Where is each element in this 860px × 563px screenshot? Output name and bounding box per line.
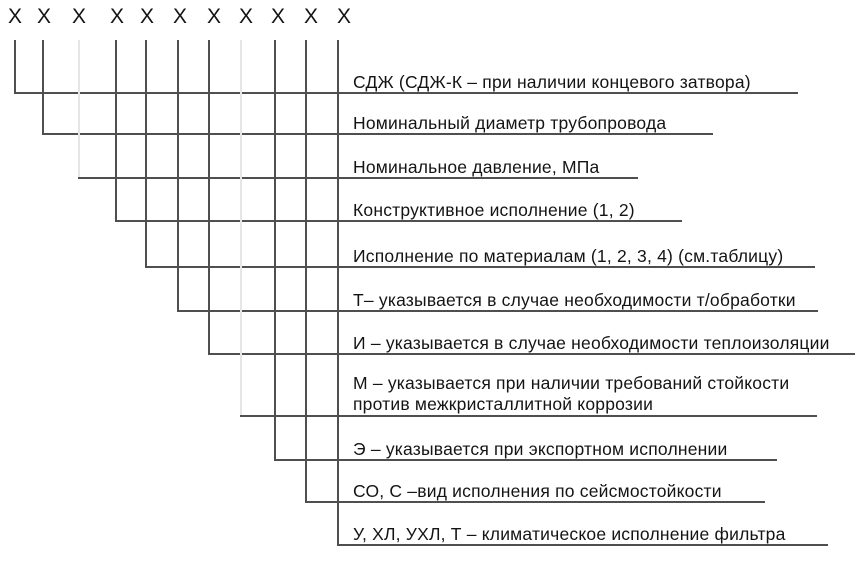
designation-marker: Х (109, 5, 125, 28)
designation-label: СДЖ (СДЖ-К – при наличии концевого затвора) (353, 72, 751, 92)
marker-column-line (337, 40, 339, 544)
marker-column-line (177, 40, 179, 310)
designation-label: Номинальное давление, МПа (353, 157, 600, 177)
designation-label: СО, С –вид исполнения по сейсмостойкости (353, 481, 722, 501)
designation-marker: Х (303, 5, 319, 28)
designation-label-line1: М – указывается при наличии требований стойкости (353, 373, 790, 393)
marker-column-line (274, 40, 276, 459)
designation-label: Номинальный диаметр трубопровода (353, 113, 667, 133)
designation-marker: Х (36, 5, 52, 28)
connector-underline (240, 415, 817, 417)
marker-column-line (208, 40, 210, 353)
marker-column-line (115, 40, 117, 220)
designation-marker: Х (206, 5, 222, 28)
designation-marker: Х (336, 5, 352, 28)
marker-column-line (42, 40, 44, 133)
designation-marker: Х (270, 5, 286, 28)
designation-label: Э – указывается при экспортном исполнении (353, 439, 728, 459)
designation-marker: Х (139, 5, 155, 28)
marker-column-line (14, 40, 16, 92)
marker-column-line (240, 40, 242, 415)
designation-marker: Х (7, 5, 23, 28)
designation-marker: Х (71, 5, 87, 28)
designation-label-line2: против межкристаллитной коррозии (353, 394, 654, 414)
marker-column-line (145, 40, 147, 266)
designation-label: Т– указывается в случае необходимости т/обработки (353, 290, 796, 310)
designation-marker: Х (172, 5, 188, 28)
designation-label: И – указывается в случае необходимости теплоизоляции (353, 333, 830, 353)
marker-column-line (305, 40, 307, 501)
designation-label (353, 373, 833, 415)
designation-marker: Х (238, 5, 254, 28)
designation-label: Исполнение по материалам (1, 2, 3, 4) (см.таблицу) (353, 246, 784, 266)
designation-label: Конструктивное исполнение (1, 2) (353, 200, 635, 220)
designation-label: У, ХЛ, УХЛ, Т – климатическое исполнение фильтра (353, 524, 786, 544)
marker-column-line (78, 40, 80, 177)
